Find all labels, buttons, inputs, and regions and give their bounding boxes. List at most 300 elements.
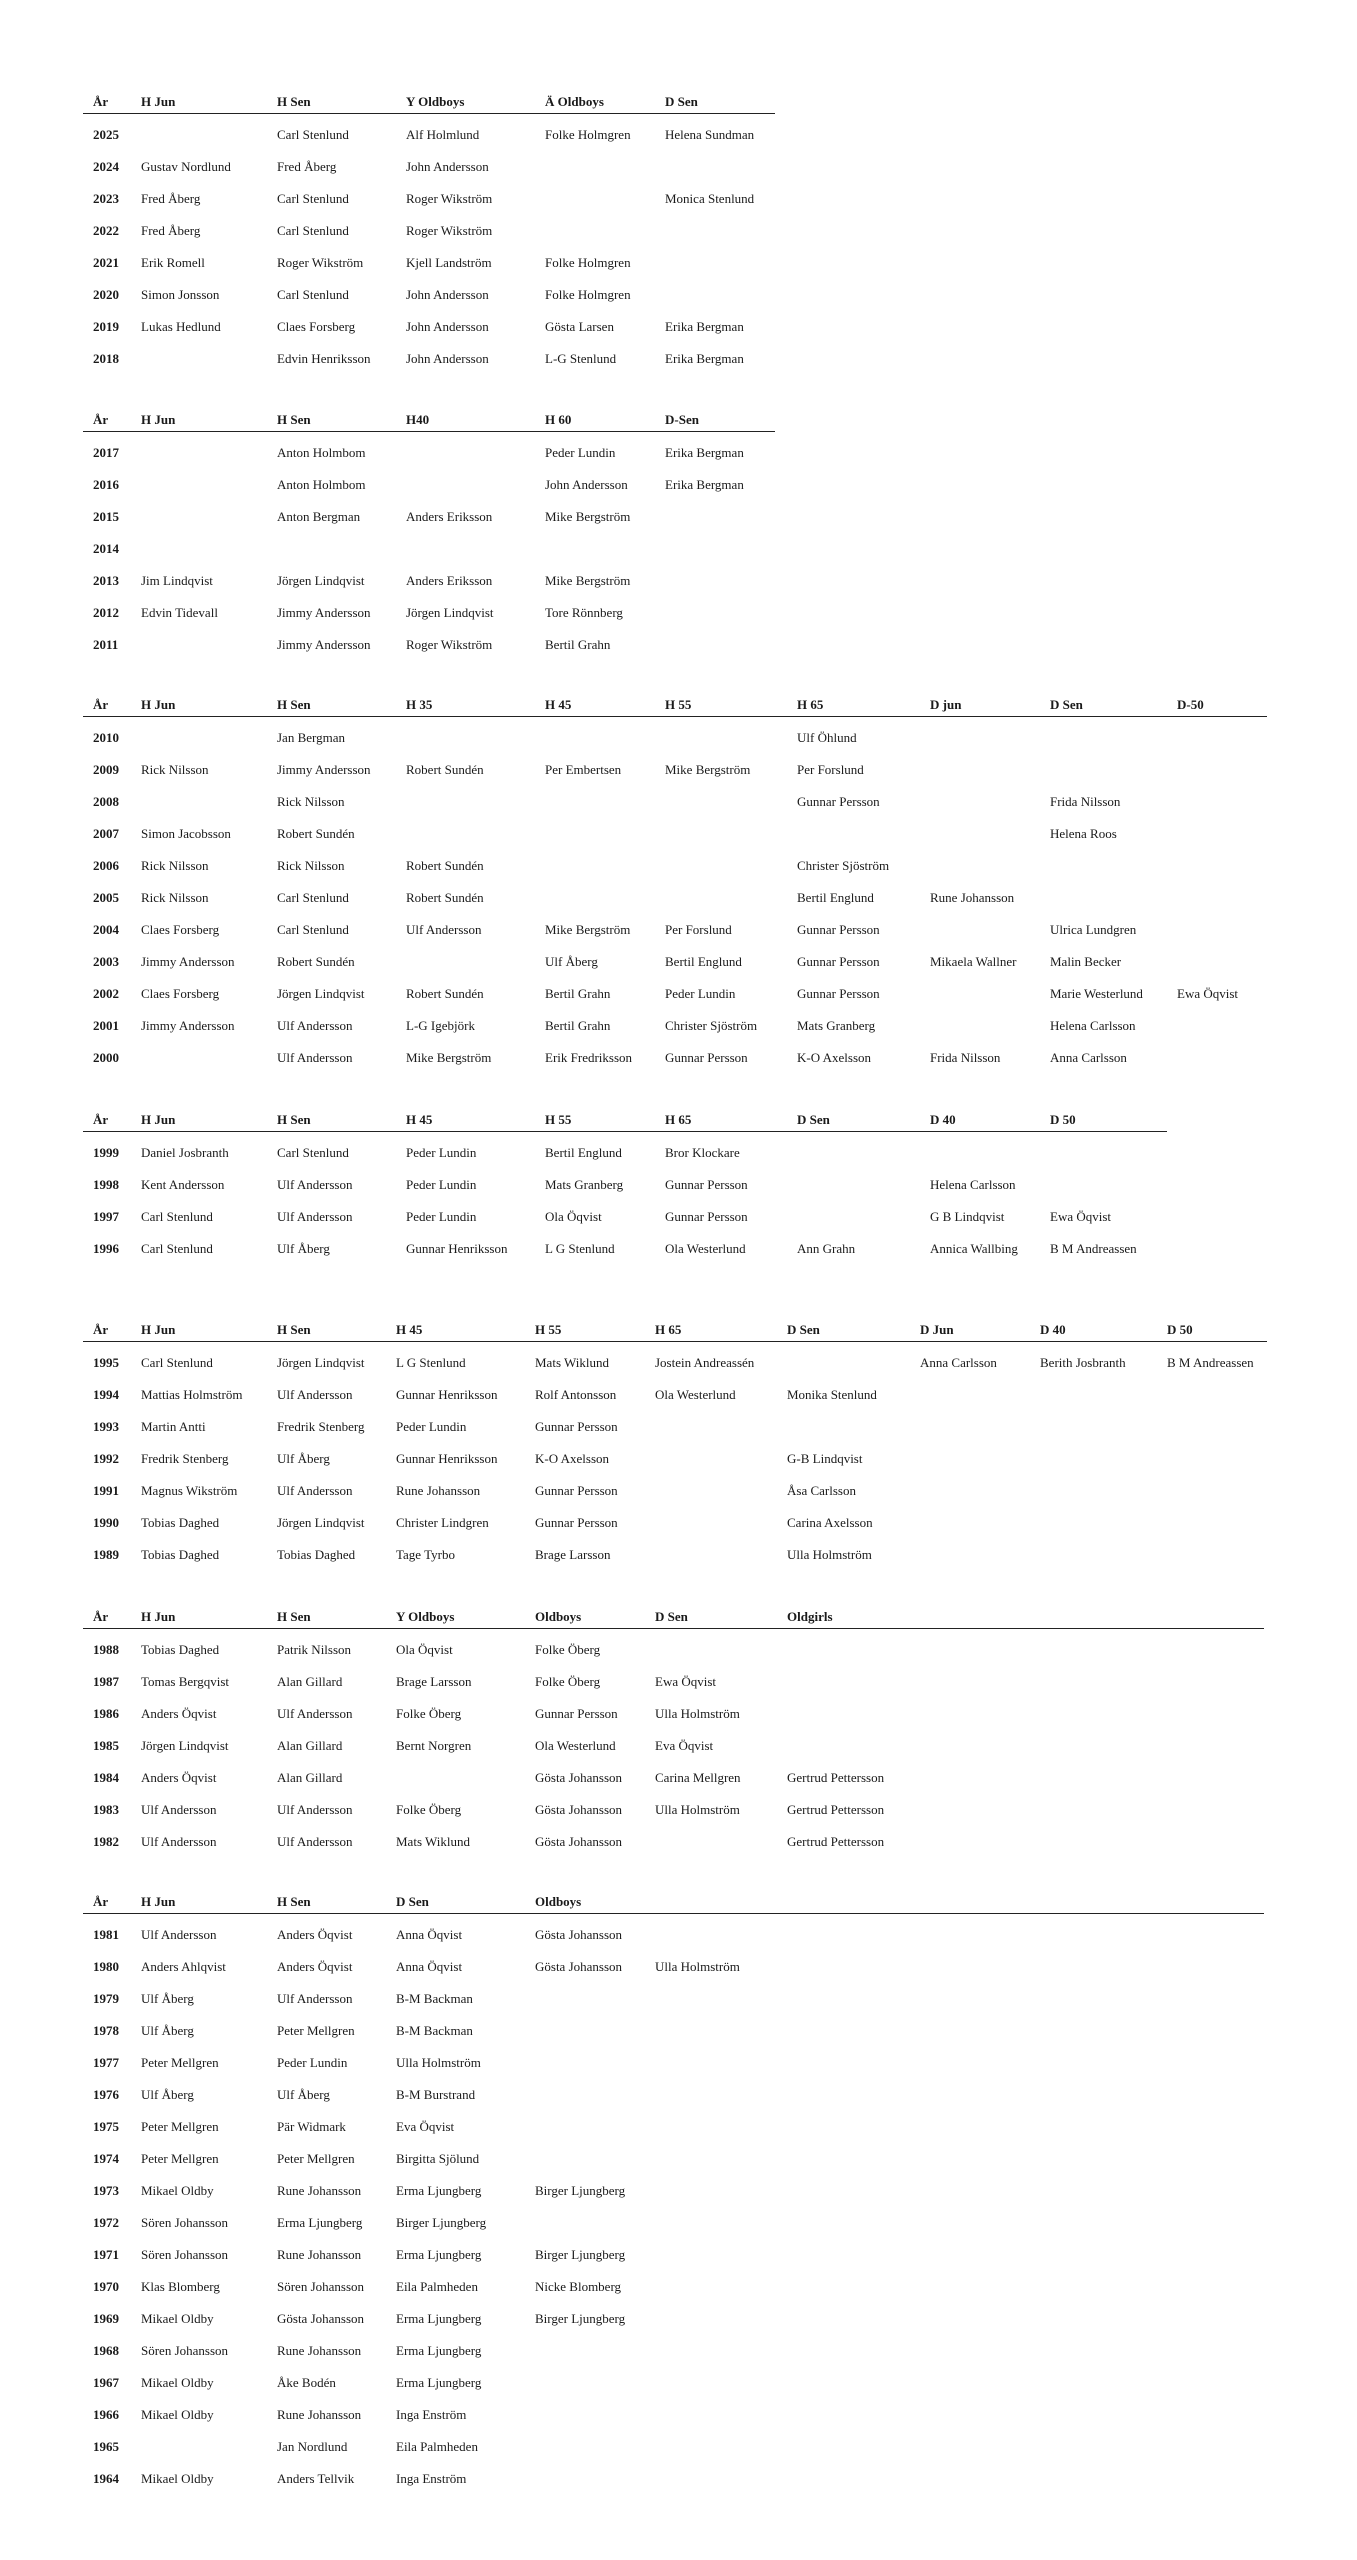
winner-cell: Ulf Andersson bbox=[141, 1834, 217, 1850]
table-row bbox=[83, 2431, 1264, 2463]
winner-cell: Folke Öberg bbox=[535, 1674, 601, 1690]
column-header: År bbox=[93, 1322, 109, 1338]
winner-cell: Inga Enström bbox=[396, 2407, 467, 2423]
winner-cell bbox=[1167, 717, 1267, 755]
winner-cell bbox=[920, 978, 1040, 1010]
winner-cell: L G Stenlund bbox=[545, 1241, 615, 1257]
year-cell: 2022 bbox=[93, 223, 119, 239]
winner-cell: G-B Lindqvist bbox=[787, 1451, 863, 1467]
winner-cell: Eila Palmheden bbox=[396, 2279, 478, 2295]
table-row bbox=[83, 882, 1267, 914]
winner-cell: Eva Öqvist bbox=[396, 2119, 455, 2135]
winner-cell: Simon Jacobsson bbox=[141, 826, 231, 842]
year-cell: 1994 bbox=[93, 1387, 119, 1403]
winner-cell: Carl Stenlund bbox=[141, 1355, 213, 1371]
winner-cell: Bertil Englund bbox=[545, 1145, 622, 1161]
year-cell: 1991 bbox=[93, 1483, 119, 1499]
winner-cell: K-O Axelsson bbox=[535, 1451, 610, 1467]
winner-cell: Bernt Norgren bbox=[396, 1738, 472, 1754]
winner-cell bbox=[131, 1042, 267, 1074]
winner-cell: Ulf Andersson bbox=[277, 1387, 353, 1403]
winner-cell: Helena Roos bbox=[1050, 826, 1117, 842]
results-table bbox=[83, 1316, 1267, 1571]
winner-cell: Roger Wikström bbox=[277, 255, 364, 271]
winner-cell: Peter Mellgren bbox=[277, 2151, 355, 2167]
winner-cell: Rolf Antonsson bbox=[535, 1387, 617, 1403]
year-cell: 1973 bbox=[93, 2183, 119, 2199]
winner-cell: G B Lindqvist bbox=[930, 1209, 1005, 1225]
winner-cell: Tomas Bergqvist bbox=[141, 1674, 230, 1690]
table-row bbox=[83, 114, 775, 152]
winner-cell bbox=[1040, 882, 1167, 914]
winner-cell bbox=[525, 2431, 645, 2463]
winner-cell bbox=[131, 786, 267, 818]
winner-cell: Tobias Daghed bbox=[141, 1642, 220, 1658]
year-cell: 2008 bbox=[93, 794, 119, 810]
column-header: D-50 bbox=[1177, 697, 1204, 713]
winner-cell: Erma Ljungberg bbox=[396, 2343, 482, 2359]
winner-cell: Per Embertsen bbox=[545, 762, 622, 778]
winner-cell: Jimmy Andersson bbox=[277, 637, 371, 653]
winner-cell bbox=[645, 2463, 1264, 2495]
year-cell: 2011 bbox=[93, 637, 119, 653]
winner-cell: Peder Lundin bbox=[406, 1177, 477, 1193]
winner-cell: K-O Axelsson bbox=[797, 1050, 872, 1066]
results-table bbox=[83, 691, 1267, 1074]
year-cell: 2001 bbox=[93, 1018, 119, 1034]
winner-cell: Ulrica Lundgren bbox=[1050, 922, 1137, 938]
winner-cell bbox=[1030, 1411, 1157, 1443]
column-header: År bbox=[93, 412, 109, 428]
winner-cell: Bertil Grahn bbox=[545, 637, 611, 653]
column-header: H 65 bbox=[655, 1322, 682, 1338]
winner-cell: Jörgen Lindqvist bbox=[277, 1515, 365, 1531]
winner-cell: Mikael Oldby bbox=[141, 2375, 214, 2391]
winner-cell: Jörgen Lindqvist bbox=[406, 605, 494, 621]
winner-cell: Bertil Grahn bbox=[545, 1018, 611, 1034]
winner-cell: Rick Nilsson bbox=[141, 858, 209, 874]
winner-cell: Anton Holmbom bbox=[277, 477, 366, 493]
table-row bbox=[83, 1914, 1264, 1952]
table-row bbox=[83, 2463, 1264, 2495]
winner-cell: Alan Gillard bbox=[277, 1674, 343, 1690]
winner-cell: Gunnar Persson bbox=[797, 986, 880, 1002]
winner-cell bbox=[1157, 1411, 1267, 1443]
winner-cell: Ann Grahn bbox=[797, 1241, 856, 1257]
column-header: H Sen bbox=[277, 412, 311, 428]
winner-cell bbox=[1040, 717, 1167, 755]
winner-cell bbox=[655, 786, 787, 818]
winner-cell: Ulf Andersson bbox=[277, 1050, 353, 1066]
winner-cell bbox=[645, 2047, 1264, 2079]
column-header: H 65 bbox=[665, 1112, 692, 1128]
winner-cell bbox=[645, 2303, 1264, 2335]
winner-cell bbox=[525, 2015, 645, 2047]
table-row bbox=[83, 2303, 1264, 2335]
winner-cell: Pär Widmark bbox=[277, 2119, 346, 2135]
table-row bbox=[83, 1666, 1264, 1698]
winner-cell: Folke Öberg bbox=[396, 1706, 462, 1722]
year-cell: 2006 bbox=[93, 858, 119, 874]
table-row bbox=[83, 2399, 1264, 2431]
year-cell: 2012 bbox=[93, 605, 119, 621]
winner-cell bbox=[1167, 1042, 1267, 1074]
column-header: H40 bbox=[406, 412, 430, 428]
year-cell: 1976 bbox=[93, 2087, 119, 2103]
year-cell: 2019 bbox=[93, 319, 119, 335]
winner-cell bbox=[1157, 1379, 1267, 1411]
column-header: År bbox=[93, 697, 109, 713]
winner-cell: Bror Klockare bbox=[665, 1145, 740, 1161]
winner-cell bbox=[396, 717, 535, 755]
table-row bbox=[83, 2047, 1264, 2079]
winner-cell: Kjell Landström bbox=[406, 255, 492, 271]
column-header: H Sen bbox=[277, 1322, 311, 1338]
column-header: D 40 bbox=[930, 1112, 956, 1128]
winner-cell bbox=[525, 2399, 645, 2431]
winner-cell: Mattias Holmström bbox=[141, 1387, 243, 1403]
winner-cell: Frida Nilsson bbox=[930, 1050, 1001, 1066]
winner-cell bbox=[386, 1762, 525, 1794]
winner-cell: Anna Öqvist bbox=[396, 1959, 463, 1975]
column-header: Y Oldboys bbox=[406, 94, 465, 110]
winner-cell: Jörgen Lindqvist bbox=[277, 573, 365, 589]
table-row bbox=[83, 2271, 1264, 2303]
winner-cell bbox=[910, 1475, 1030, 1507]
year-cell: 1972 bbox=[93, 2215, 119, 2231]
winner-cell bbox=[396, 432, 535, 470]
table-row bbox=[83, 215, 775, 247]
winner-cell bbox=[910, 1539, 1030, 1571]
winner-cell: Gunnar Persson bbox=[665, 1050, 748, 1066]
winner-cell: Jörgen Lindqvist bbox=[277, 1355, 365, 1371]
winner-cell: Ulf Andersson bbox=[277, 1018, 353, 1034]
year-cell: 1971 bbox=[93, 2247, 119, 2263]
winner-cell bbox=[645, 1826, 777, 1858]
winner-cell bbox=[1040, 754, 1167, 786]
table-row bbox=[83, 565, 775, 597]
year-cell: 2005 bbox=[93, 890, 119, 906]
winner-cell: L-G Stenlund bbox=[545, 351, 617, 367]
column-header: H 60 bbox=[545, 412, 572, 428]
year-cell: 1969 bbox=[93, 2311, 119, 2327]
table-row bbox=[83, 2239, 1264, 2271]
winner-cell: Rune Johansson bbox=[277, 2407, 362, 2423]
winner-cell: Jimmy Andersson bbox=[277, 605, 371, 621]
winner-cell: Mikael Oldby bbox=[141, 2183, 214, 2199]
winner-cell: Folke Holmgren bbox=[545, 287, 631, 303]
winner-cell bbox=[645, 2399, 1264, 2431]
winner-cell bbox=[131, 2431, 267, 2463]
year-cell: 2021 bbox=[93, 255, 119, 271]
winner-cell: Gunnar Persson bbox=[797, 954, 880, 970]
results-table-section bbox=[83, 691, 1267, 1074]
table-row bbox=[83, 1132, 1167, 1170]
column-header: D Sen bbox=[655, 1609, 688, 1625]
winner-cell: Eva Öqvist bbox=[655, 1738, 714, 1754]
results-table bbox=[83, 1603, 1264, 1858]
winner-cell: Rune Johansson bbox=[930, 890, 1015, 906]
winner-cell bbox=[645, 1507, 777, 1539]
table-row bbox=[83, 1475, 1267, 1507]
year-cell: 1970 bbox=[93, 2279, 119, 2295]
winner-cell: Mike Bergström bbox=[665, 762, 751, 778]
winner-cell: Rune Johansson bbox=[277, 2247, 362, 2263]
winner-cell: Edvin Henriksson bbox=[277, 351, 371, 367]
column-header: H Jun bbox=[141, 1322, 176, 1338]
winner-cell: Carl Stenlund bbox=[141, 1209, 213, 1225]
winner-cell: Carl Stenlund bbox=[277, 922, 349, 938]
winner-cell bbox=[535, 215, 655, 247]
winner-cell: Peter Mellgren bbox=[141, 2151, 219, 2167]
year-cell: 1993 bbox=[93, 1419, 119, 1435]
winner-cell: Erma Ljungberg bbox=[396, 2183, 482, 2199]
winner-cell bbox=[645, 1443, 777, 1475]
column-header: År bbox=[93, 1894, 109, 1910]
column-header bbox=[645, 1888, 1264, 1914]
winner-cell: Nicke Blomberg bbox=[535, 2279, 622, 2295]
winner-cell: Roger Wikström bbox=[406, 637, 493, 653]
winner-cell bbox=[267, 533, 396, 565]
year-cell: 2004 bbox=[93, 922, 119, 938]
year-cell: 1977 bbox=[93, 2055, 119, 2071]
table-row bbox=[83, 914, 1267, 946]
winner-cell: John Andersson bbox=[406, 319, 489, 335]
winner-cell: Peder Lundin bbox=[406, 1209, 477, 1225]
year-cell: 1985 bbox=[93, 1738, 119, 1754]
column-header: H 35 bbox=[406, 697, 433, 713]
table-row bbox=[83, 1233, 1167, 1265]
winner-cell bbox=[1167, 818, 1267, 850]
table-row bbox=[83, 1379, 1267, 1411]
winner-cell: Simon Jonsson bbox=[141, 287, 220, 303]
winner-cell: L G Stenlund bbox=[396, 1355, 466, 1371]
winner-cell: Lukas Hedlund bbox=[141, 319, 221, 335]
year-cell: 1998 bbox=[93, 1177, 119, 1193]
winner-cell bbox=[645, 2335, 1264, 2367]
table-row bbox=[83, 1951, 1264, 1983]
winner-cell: Gertrud Pettersson bbox=[787, 1834, 885, 1850]
year-cell: 1966 bbox=[93, 2407, 119, 2423]
column-header: Y Oldboys bbox=[396, 1609, 455, 1625]
winner-cell bbox=[645, 1539, 777, 1571]
winner-cell: Mats Wiklund bbox=[396, 1834, 470, 1850]
winner-cell bbox=[777, 1698, 1264, 1730]
winner-cell: Fredrik Stenberg bbox=[277, 1419, 365, 1435]
column-header: H 45 bbox=[545, 697, 572, 713]
table-row bbox=[83, 1539, 1267, 1571]
winner-cell bbox=[535, 151, 655, 183]
results-table bbox=[83, 88, 775, 375]
winner-cell bbox=[131, 432, 267, 470]
winner-cell bbox=[645, 2239, 1264, 2271]
winner-cell: Bertil Englund bbox=[665, 954, 742, 970]
winner-cell: Ulf Andersson bbox=[141, 1927, 217, 1943]
winner-cell: Roger Wikström bbox=[406, 191, 493, 207]
winner-cell: Robert Sundén bbox=[406, 858, 484, 874]
winner-cell: Erma Ljungberg bbox=[396, 2247, 482, 2263]
winner-cell: Birger Ljungberg bbox=[396, 2215, 487, 2231]
winner-cell bbox=[655, 247, 775, 279]
table-row bbox=[83, 1794, 1264, 1826]
winner-cell: Christer Sjöström bbox=[797, 858, 890, 874]
winner-cell bbox=[525, 2047, 645, 2079]
winner-cell: Jimmy Andersson bbox=[277, 762, 371, 778]
year-cell: 1996 bbox=[93, 1241, 119, 1257]
winner-cell bbox=[131, 533, 267, 565]
year-cell: 1974 bbox=[93, 2151, 119, 2167]
table-row bbox=[83, 279, 775, 311]
results-table-section bbox=[83, 406, 775, 661]
winner-cell: Anders Öqvist bbox=[141, 1770, 217, 1786]
table-row bbox=[83, 850, 1267, 882]
winner-cell: Gunnar Persson bbox=[665, 1209, 748, 1225]
winner-cell: Per Forslund bbox=[665, 922, 732, 938]
winner-cell: Carl Stenlund bbox=[277, 127, 349, 143]
year-cell: 1999 bbox=[93, 1145, 119, 1161]
winner-cell: Gunnar Persson bbox=[535, 1419, 618, 1435]
column-header: År bbox=[93, 1609, 109, 1625]
year-cell: 2014 bbox=[93, 541, 119, 557]
winner-cell bbox=[1167, 786, 1267, 818]
column-header: D Sen bbox=[665, 94, 698, 110]
column-header: H Jun bbox=[141, 1112, 176, 1128]
table-row bbox=[83, 2335, 1264, 2367]
winner-cell bbox=[131, 469, 267, 501]
winner-cell: B-M Backman bbox=[396, 2023, 473, 2039]
results-table-section bbox=[83, 88, 775, 375]
winner-cell: Ulf Åberg bbox=[141, 2087, 194, 2103]
table-row bbox=[83, 717, 1267, 755]
winner-cell bbox=[1167, 914, 1267, 946]
winner-cell: Mike Bergström bbox=[406, 1050, 492, 1066]
table-row bbox=[83, 1730, 1264, 1762]
winner-cell: Ulf Åberg bbox=[277, 1241, 330, 1257]
winner-cell bbox=[1030, 1475, 1157, 1507]
winner-cell bbox=[535, 882, 655, 914]
winner-cell: John Andersson bbox=[545, 477, 628, 493]
winner-cell: Gunnar Henriksson bbox=[396, 1451, 498, 1467]
winner-cell: Rick Nilsson bbox=[277, 794, 345, 810]
winner-cell: Ulf Åberg bbox=[141, 1991, 194, 2007]
winner-cell bbox=[645, 2015, 1264, 2047]
winner-cell bbox=[1030, 1379, 1157, 1411]
winner-cell: Anna Öqvist bbox=[396, 1927, 463, 1943]
winner-cell bbox=[777, 1730, 1264, 1762]
column-header: H 65 bbox=[797, 697, 824, 713]
winner-cell: Monica Stenlund bbox=[665, 191, 755, 207]
year-cell: 2020 bbox=[93, 287, 119, 303]
winner-cell: Patrik Nilsson bbox=[277, 1642, 352, 1658]
winner-cell: Anders Tellvik bbox=[277, 2471, 355, 2487]
column-header: D Sen bbox=[1050, 697, 1083, 713]
winner-cell: Kent Andersson bbox=[141, 1177, 225, 1193]
winner-cell: Robert Sundén bbox=[277, 954, 355, 970]
winner-cell: Roger Wikström bbox=[406, 223, 493, 239]
year-cell: 2016 bbox=[93, 477, 119, 493]
winner-cell: Erma Ljungberg bbox=[277, 2215, 363, 2231]
winner-cell: Carl Stenlund bbox=[277, 287, 349, 303]
winner-cell: Folke Öberg bbox=[396, 1802, 462, 1818]
winner-cell bbox=[645, 2111, 1264, 2143]
table-row bbox=[83, 1983, 1264, 2015]
winner-cell bbox=[525, 2143, 645, 2175]
winner-cell: Ulf Åberg bbox=[141, 2023, 194, 2039]
winner-cell: Ola Öqvist bbox=[396, 1642, 453, 1658]
winner-cell: Peter Mellgren bbox=[277, 2023, 355, 2039]
winner-cell: Anna Carlsson bbox=[1050, 1050, 1127, 1066]
winner-cell bbox=[396, 786, 535, 818]
winner-cell bbox=[645, 1914, 1264, 1952]
year-cell: 1981 bbox=[93, 1927, 119, 1943]
winner-cell: Helena Sundman bbox=[665, 127, 755, 143]
table-row bbox=[83, 183, 775, 215]
winner-cell: Gösta Johansson bbox=[535, 1959, 623, 1975]
winner-cell bbox=[131, 114, 267, 152]
winner-cell: Birgitta Sjölund bbox=[396, 2151, 480, 2167]
year-cell: 1995 bbox=[93, 1355, 119, 1371]
table-row bbox=[83, 1342, 1267, 1380]
column-header: D 50 bbox=[1050, 1112, 1076, 1128]
winner-cell: Malin Becker bbox=[1050, 954, 1122, 970]
winner-cell: Fred Åberg bbox=[141, 223, 201, 239]
winner-cell: Helena Carlsson bbox=[1050, 1018, 1136, 1034]
year-cell: 1990 bbox=[93, 1515, 119, 1531]
winner-cell bbox=[1157, 1475, 1267, 1507]
winner-cell: Robert Sundén bbox=[406, 890, 484, 906]
winner-cell: Bertil Grahn bbox=[545, 986, 611, 1002]
winner-cell: Anders Öqvist bbox=[277, 1927, 353, 1943]
winner-cell: Alan Gillard bbox=[277, 1770, 343, 1786]
column-header: H 55 bbox=[665, 697, 692, 713]
winner-cell: Ulf Andersson bbox=[277, 1991, 353, 2007]
winner-cell: Jimmy Andersson bbox=[141, 954, 235, 970]
winner-cell bbox=[1157, 1539, 1267, 1571]
table-row bbox=[83, 629, 775, 661]
results-table-section bbox=[83, 1106, 1167, 1265]
winner-cell bbox=[777, 1629, 1264, 1667]
winner-cell: Peter Mellgren bbox=[141, 2119, 219, 2135]
winner-cell: Daniel Josbranth bbox=[141, 1145, 229, 1161]
table-row bbox=[83, 2367, 1264, 2399]
winner-cell bbox=[910, 1411, 1030, 1443]
winner-cell bbox=[777, 1411, 910, 1443]
winner-cell bbox=[645, 2175, 1264, 2207]
winner-cell bbox=[920, 818, 1040, 850]
winner-cell bbox=[1030, 1507, 1157, 1539]
winner-cell: Marie Westerlund bbox=[1050, 986, 1143, 1002]
winner-cell: Mike Bergström bbox=[545, 922, 631, 938]
winner-cell: Erma Ljungberg bbox=[396, 2311, 482, 2327]
winner-cell: Gunnar Persson bbox=[797, 922, 880, 938]
winner-cell: Peder Lundin bbox=[406, 1145, 477, 1161]
year-cell: 2024 bbox=[93, 159, 119, 175]
winner-cell bbox=[655, 882, 787, 914]
winner-cell: Ulf Andersson bbox=[277, 1802, 353, 1818]
winner-cell: Tage Tyrbo bbox=[396, 1547, 455, 1563]
table-row bbox=[83, 247, 775, 279]
winner-cell: Carina Mellgren bbox=[655, 1770, 741, 1786]
winner-cell: Mikael Oldby bbox=[141, 2407, 214, 2423]
column-header: D 50 bbox=[1167, 1322, 1193, 1338]
winner-cell: Peder Lundin bbox=[665, 986, 736, 1002]
table-row bbox=[83, 818, 1267, 850]
table-row bbox=[83, 2207, 1264, 2239]
year-cell: 1997 bbox=[93, 1209, 119, 1225]
column-header: D Jun bbox=[920, 1322, 954, 1338]
column-header: År bbox=[93, 94, 109, 110]
winner-cell bbox=[920, 850, 1040, 882]
